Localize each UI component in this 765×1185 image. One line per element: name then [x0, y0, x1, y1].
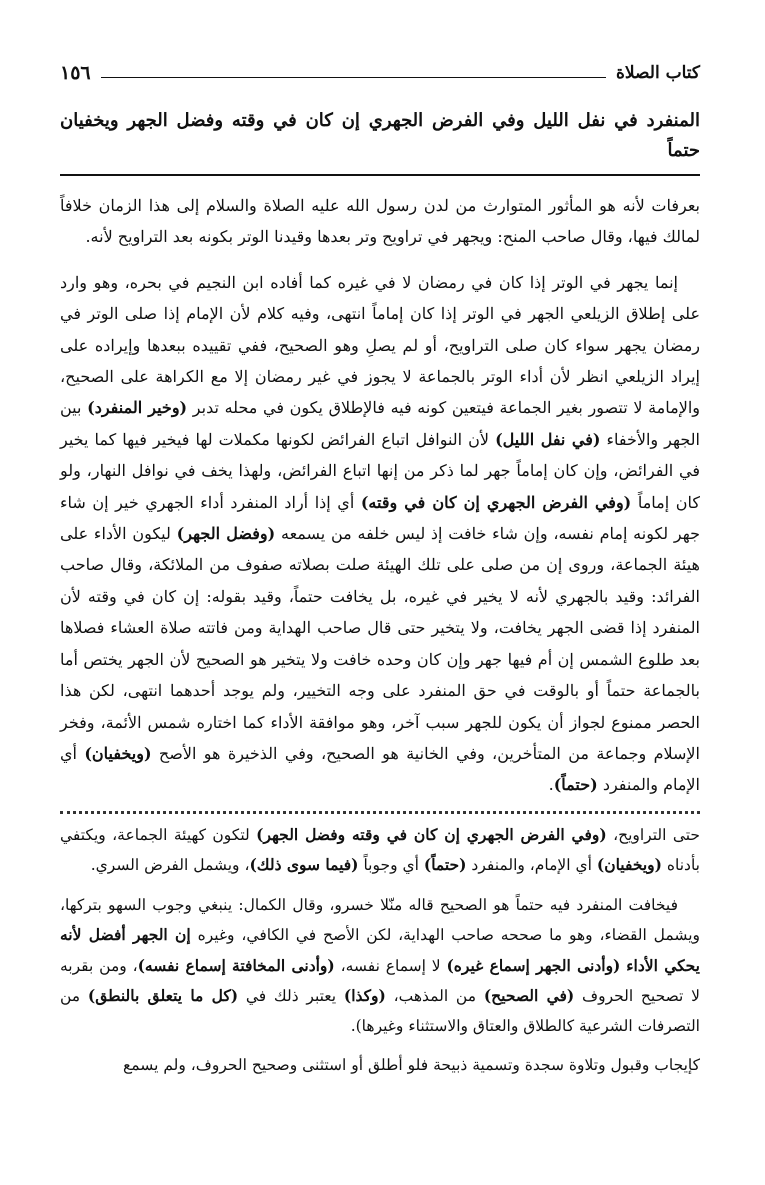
document-page — [60, 60, 700, 1081]
header-rule — [101, 77, 606, 78]
matn-quote: (وأدنى الجهر إسماع غيره) — [446, 955, 621, 975]
footnote-text: من التصرفات الشرعية كالطلاق والعتاق والاستثناء وغيرها). — [60, 987, 700, 1035]
running-header — [60, 60, 700, 86]
footnote-text: حتى التراويح، — [606, 825, 701, 844]
commentary-text: أي الإمام والمنفرد — [60, 743, 700, 795]
matn-quote: (وخير المنفرد) — [87, 398, 188, 418]
commentary-text: لأن النوافل اتباع الفرائض لكونها مكملات لها فيخير فيها كما يخير في الفرائض، وإن كان إماماً جهر لما ذكر من إنها اتباع الفرائض، ولهذا يخف في نوافل النهار، ولو كان إماماً — [60, 429, 701, 512]
footnote-text: ، ويشمل الفرض السري. — [90, 856, 250, 875]
matn-quote: (وفضل الجهر) — [176, 524, 276, 544]
footnote-text: لتكون كهيئة الجماعة، ويكتفي بأدناه — [60, 825, 700, 875]
commentary-paragraph — [60, 267, 700, 801]
commentary-text: . — [548, 775, 554, 795]
commentary-text: إنما يجهر في الوتر إذا كان في رمضان لا في غيره كما أفاده ابن النجيم في بحره، وهو وارد على إطلاق الزيلعي الجهر في الوتر إذا كان إماماً انتهى، وفيه كلام لأن الإمام إذا صلى الوتر في رمضان يجهر سواء كان صلى التراويح، أو لم يصلِ وهو الصحيح، ففي تقييده ببعدها وإيراده على إيراد الزيلعي انظر لأن أداء الوتر بالجماعة لا يجوز في غير رمضان إلا مع الكراهة على الصحيح، والإمامة لا تتصور بغير الجماعة فيتعين كونه فيه فالإطلاق يكون في محله تدبر — [60, 272, 700, 418]
matn-quote: (وفي الفرض الجهري إن كان في وقته) — [360, 492, 632, 512]
footnote-text: لا إسماع نفسه، — [334, 956, 447, 975]
footnote-paragraph — [60, 820, 700, 881]
footnotes — [60, 820, 700, 1081]
matn-quote: (فيما سوى ذلك) — [249, 855, 359, 875]
footnote-text: أي الإمام، والمنفرد — [466, 856, 597, 875]
title-underline — [60, 174, 700, 176]
intro-paragraph: بعرفات لأنه هو المأثور المتوارث من لدن رسول الله عليه الصلاة والسلام إلى هذا الزمان خلافاً لمالك فيها، وقال صاحب المنح: ويجهر في تراويح وتر بعدها وقيدنا الوتر بكونه بعد التراويح لأنه. — [60, 196, 701, 247]
matn-quote: (وفي الفرض الجهري إن كان في وقته وفضل الجهر) — [256, 824, 607, 844]
matn-quote: (ويخفيان) — [84, 743, 152, 763]
footnote-separator — [60, 811, 700, 814]
matn-quote: (حتماً) — [423, 855, 467, 875]
footnote-text: يعتبر ذلك في — [238, 987, 344, 1006]
matn-quote: (وكذا) — [343, 986, 386, 1006]
matn-quote: (وأدنى المخافتة إسماع نفسه) — [137, 955, 335, 975]
matn-quote: (في الصحيح) — [483, 986, 575, 1006]
matn-quote: إن الجهر أفضل لأنه يحكي الأداء — [60, 925, 700, 975]
footnote-text: ، ومن بقربه لا تصحيح الحروف — [60, 956, 700, 1006]
commentary-text: بين الجهر والأخفاء — [60, 398, 701, 449]
book-title: كتاب الصلاة — [615, 63, 700, 83]
matn-quote: (في نفل الليل) — [495, 429, 601, 449]
matn-quote: (ويخفيان) — [596, 855, 662, 875]
commentary-text: ليكون الأداء على هيئة الجماعة، وروى إن من صلى على تلك الهيئة صلت بصلاته صفوف من الملائكة، وقال صاحب الفرائد: وقيد بالجهري لأنه لا يخير في غيره، بل يخافت حتماً، وقيد بقوله: إن كان في وقته لأن المنفرد إذا قضى الجهر يخافت، ولا يتخير حتى قال صاحب الهداية ومن فاتته صلاة العشاء فصلاها بعد طلوع الشمس إن أم فيها جهر وإن كان وحده خافت ولا يتخير هو الصحيح لأن الجهر يختص أما بالجماعة حتماً أو بالوقت في حق المنفرد على وجه التخيير، ولم يوجد أحدهما انتهى، لكن هذا الحصر ممنوع لجواز أن يكون للجهر سبب آخر، وهو موافقة الأداء كما اختاره شمس الأئمة، وفخر الإسلام وجماعة من المتأخرين، وفي الخانية هو الصحيح، وفي الذخيرة هو الأصح — [60, 524, 701, 763]
footnote-text: من المذهب، — [385, 987, 484, 1006]
matn-quote: (حتماً) — [553, 775, 598, 795]
matn-quote: (كل ما يتعلق بالنطق) — [87, 986, 239, 1006]
commentary-text: أي إذا أراد المنفرد أداء الجهري خير إن شاء جهر لكونه إمام نفسه، وإن شاء خافت إذ ليس خلفه من يسمعه — [60, 492, 701, 544]
footnote-paragraph — [60, 891, 700, 1042]
footnote-text: فيخافت المنفرد فيه حتماً هو الصحيح قاله منّلا خسرو، وقال الكمال: ينبغي وجوب السهو بتركها، ويشمل القضاء، وهو ما صححه صاحب الهداية، لكن الأصح في الكافي، وغيره — [60, 895, 701, 945]
footnote-text: أي وجوباً — [358, 856, 424, 875]
page-number: ١٥٦ — [60, 62, 91, 84]
section-title: المنفرد في نفل الليل وفي الفرض الجهري إن كان في وقته وفضل الجهر ويخفيان حتماً — [60, 110, 700, 161]
footnote-paragraph: كإيجاب وقبول وتلاوة سجدة وتسمية ذبيحة فلو أطلق أو استثنى وصحيح الحروف، ولم يسمع — [123, 1056, 700, 1075]
